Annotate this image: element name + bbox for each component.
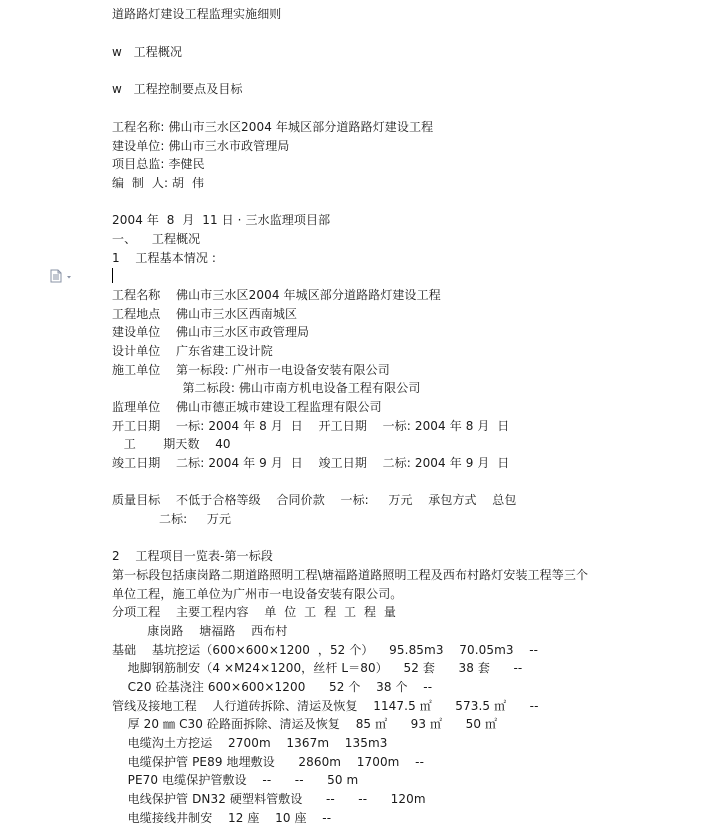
info-line: 开工日期 一标: 2004 年 8 月 日 开工日期 一标: 2004 年 8 月 日 [112, 419, 510, 433]
info-line: 质量目标 不低于合格等级 合同价款 一标: 万元 承包方式 总包 [112, 493, 517, 507]
table-line: C20 砼基浇注 600×600×1200 52 个 38 个 -- [112, 680, 433, 694]
document-options-icon[interactable] [50, 268, 76, 282]
table-line: PE70 电缆保护管敷设 -- -- 50 m [112, 773, 359, 787]
info-line: 工程名称 佛山市三水区2004 年城区部分道路路灯建设工程 [112, 288, 441, 302]
table-line: 分项工程 主要工程内容 单 位 工 程 工 程 量 [112, 605, 396, 619]
cover-line: 编 制 人: 胡 伟 [112, 176, 205, 190]
table-line: 电缆沟土方挖运 2700m 1367m 135m3 [112, 736, 388, 750]
info-line: 工程地点 佛山市三水区西南城区 [112, 307, 298, 321]
paragraph-line: 第一标段包括康岗路二期道路照明工程\塘福路道路照明工程及西布村路灯安装工程等三个 [112, 568, 589, 582]
date-line: 2004 年 8 月 11 日 · 三水监理项目部 [112, 213, 331, 227]
cover-line: 建设单位: 佛山市三水市政管理局 [112, 139, 290, 153]
subsection-heading: 1 工程基本情况 : [112, 251, 217, 265]
info-line: 第二标段: 佛山市南方机电设备工程有限公司 [112, 381, 421, 395]
cover-line: 工程名称: 佛山市三水区2004 年城区部分道路路灯建设工程 [112, 120, 434, 134]
section-heading: 一、 工程概况 [112, 232, 201, 246]
info-line: 施工单位 第一标段: 广州市一电设备安装有限公司 [112, 363, 390, 377]
table-line: 电缆接线井制安 12 座 10 座 -- [112, 811, 332, 825]
table-line: 电线保护管 DN32 硬塑料管敷设 -- -- 120m [112, 792, 426, 806]
text-cursor [112, 268, 113, 283]
table-line: 地脚钢筋制安（4 ×M24×1200，丝杆 L＝80） 52 套 38 套 -- [112, 661, 523, 675]
table-line: 管线及接地工程 人行道砖拆除、清运及恢复 1147.5 ㎡ 573.5 ㎡ -- [112, 699, 539, 713]
info-line: 监理单位 佛山市德正城市建设工程监理有限公司 [112, 400, 382, 414]
info-line: 竣工日期 二标: 2004 年 9 月 日 竣工日期 二标: 2004 年 9 月 日 [112, 456, 510, 470]
toc-item: w 工程控制要点及目标 [112, 82, 243, 96]
info-line: 设计单位 广东省建工设计院 [112, 344, 273, 358]
table-line: 基础 基坑挖运（600×600×1200 ，52 个） 95.85m3 70.05m3 -- [112, 643, 539, 657]
subsection-heading: 2 工程项目一览表-第一标段 [112, 549, 273, 563]
cover-line: 项目总监: 李健民 [112, 157, 205, 171]
document-title: 道路路灯建设工程监理实施细则 [112, 7, 282, 21]
table-line: 电缆保护管 PE89 地埋敷设 2860m 1700m -- [112, 755, 424, 769]
info-line: 建设单位 佛山市三水区市政管理局 [112, 325, 310, 339]
paragraph-line: 单位工程，施工单位为广州市一电设备安装有限公司。 [112, 587, 403, 601]
toc-item: w 工程概况 [112, 45, 183, 59]
info-line: 工 期天数 40 [112, 437, 231, 451]
table-line: 康岗路 塘福路 西布村 [112, 624, 288, 638]
table-line: 厚 20 ㎜ C30 砼路面拆除、清运及恢复 85 ㎡ 93 ㎡ 50 ㎡ [112, 717, 498, 731]
info-line: 二标: 万元 [112, 512, 232, 526]
